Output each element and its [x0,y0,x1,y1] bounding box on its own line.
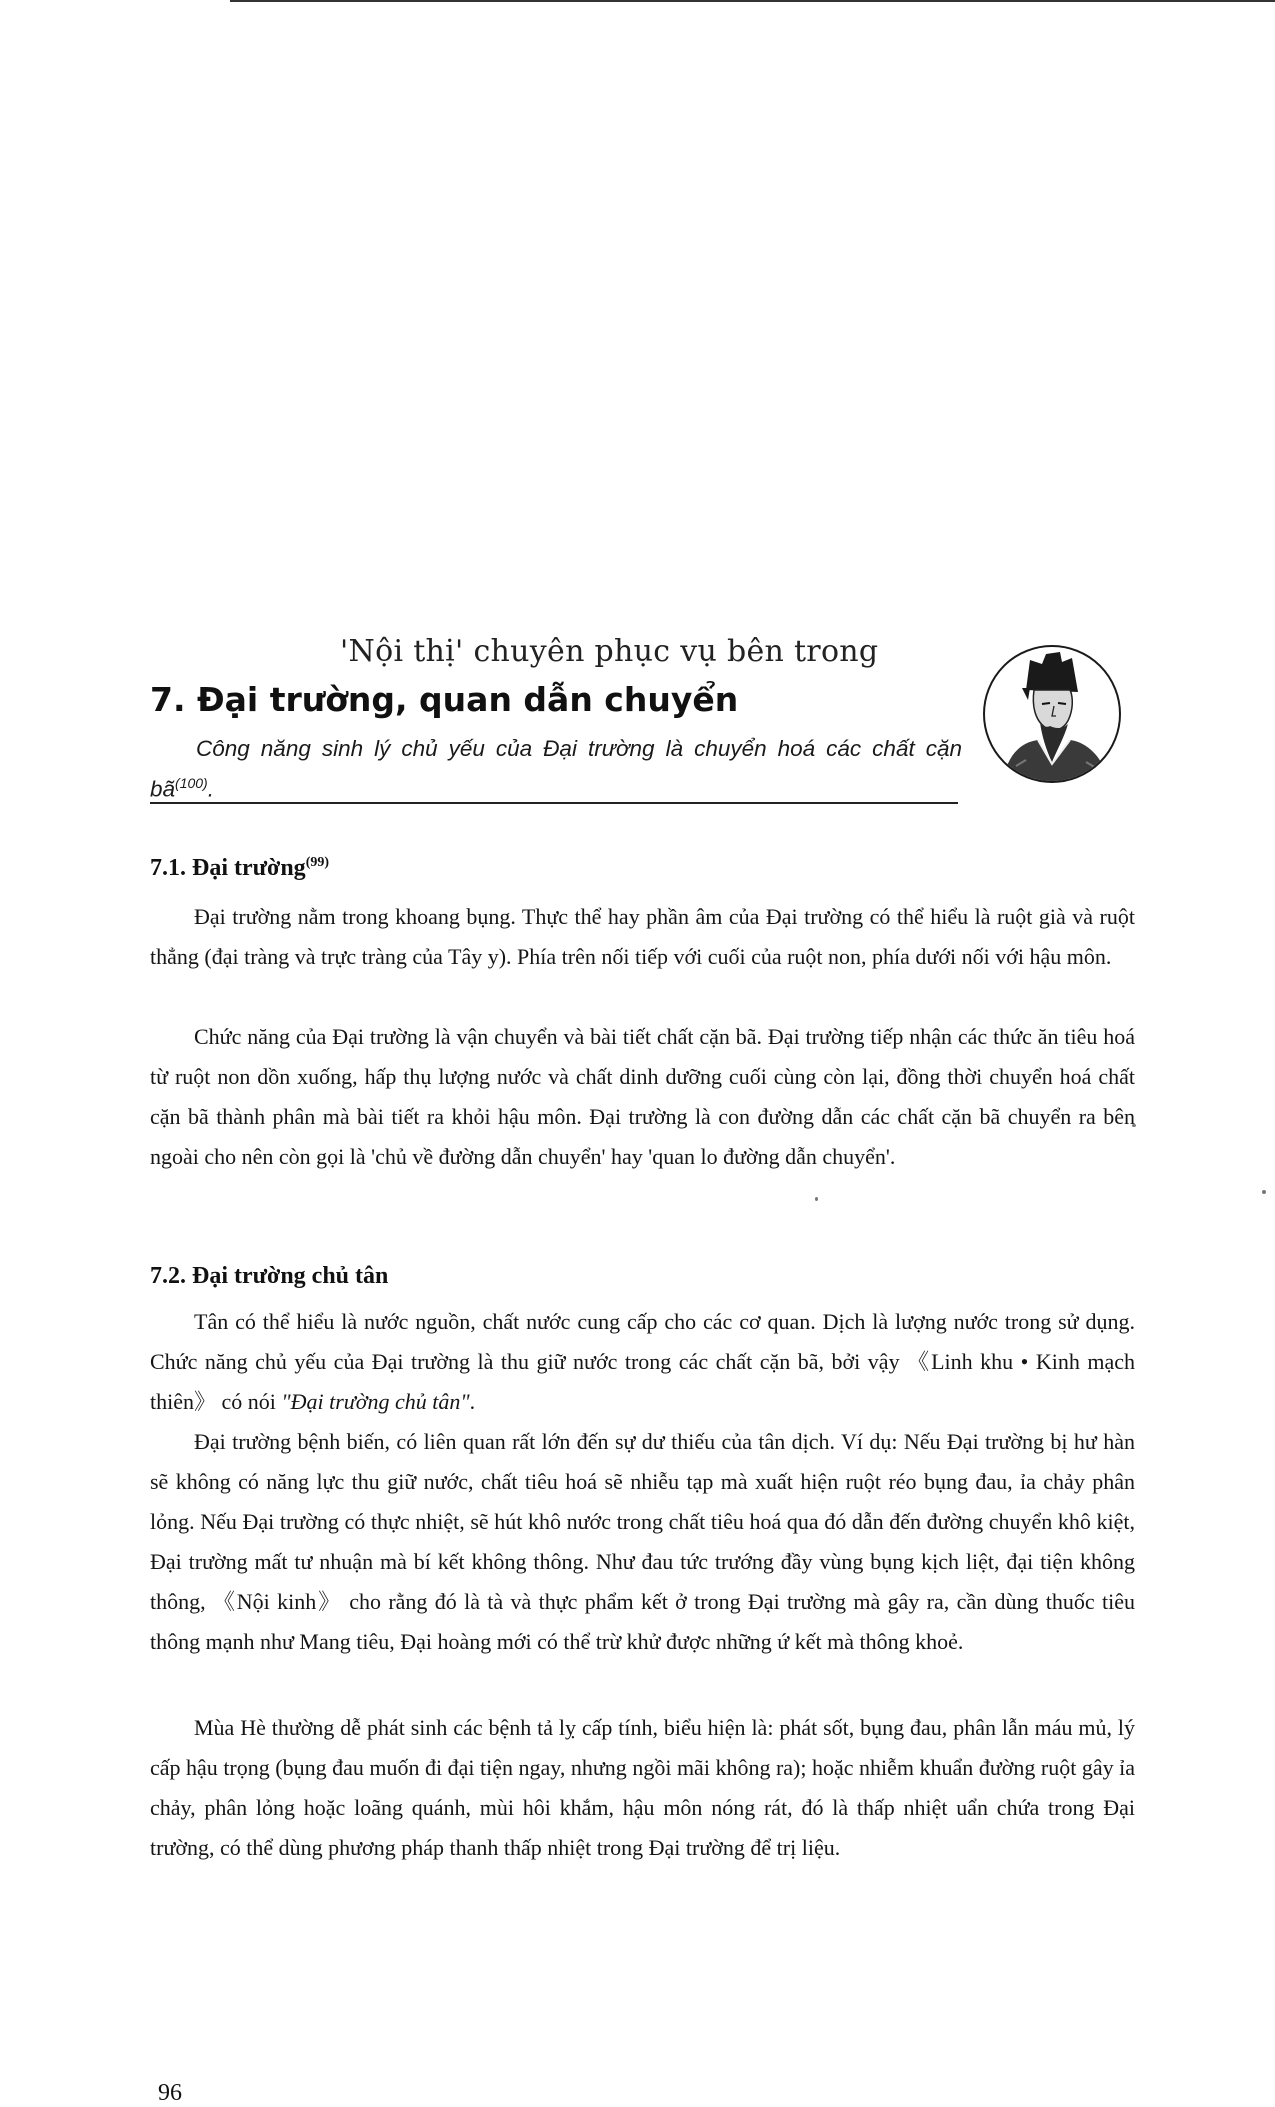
paragraph-text: Tân có thể hiểu là nước nguồn, chất nước cung cấp cho các cơ quan. Dịch là lượng nước trong sử dụng. Chức năng chủ yếu của Đại trường là thu giữ nước trong các chất cặn bã, bởi vậy 《Linh khu • Kinh mạch thiên》 có nói [150,1309,1135,1414]
paragraph: Đại trường nằm trong khoang bụng. Thực thể hay phần âm của Đại trường có thể hiểu là ruột già và ruột thẳng (đại tràng và trực tràng của Tây y). Phía trên nối tiếp với cuối của ruột non, phía dưới nối với hậu môn. [150,904,1135,969]
top-edge-rule [230,0,1275,2]
chapter-subtitle-end: . [207,776,214,802]
paragraph [150,1302,1135,1422]
court-official-portrait [982,642,1122,786]
page-number: 96 [158,2080,182,2106]
section-heading-7-2: 7.2. Đại trường chủ tân [150,1263,389,1289]
scan-speck [815,1197,818,1201]
chapter-title: 7. Đại trường, quan dẫn chuyển [150,680,739,719]
scan-speck [1262,1190,1266,1194]
section-heading-7-1 [150,855,329,882]
chapter-subtitle-text: Công năng sinh lý chủ yếu của Đại trường là chuyển hoá các chất cặn bã [150,736,962,802]
chapter-subtitle [150,732,962,807]
section-heading-text: 7.1. Đại trường [150,855,306,881]
quote-end: . [469,1389,476,1414]
paragraph: Chức năng của Đại trường là vận chuyển và bài tiết chất cặn bã. Đại trường tiếp nhận các thức ăn tiêu hoá từ ruột non dồn xuống, hấp thụ lượng nước và chất dinh dưỡng cuối cùng còn lại, đồng thời chuyển hoá chất cặn bã thành phân mà bài tiết ra khỏi hậu môn. Đại trường là con đường dẫn các chất cặn bã chuyển ra bên ngoài cho nên còn gọi là 'chủ về đường dẫn chuyển' hay 'quan lo đường dẫn chuyển'. [150,1024,1135,1169]
footnote-ref-100: (100) [175,775,208,791]
footnote-ref-99: (99) [305,855,330,870]
paragraph: Đại trường bệnh biến, có liên quan rất lớn đến sự dư thiếu của tân dịch. Ví dụ: Nếu Đại trường bị hư hàn sẽ không có năng lực thu giữ nước, chất tiêu hoá sẽ nhiễu tạp mà xuất hiện ruột réo bụng đau, ỉa chảy phân lỏng. Nếu Đại trường có thực nhiệt, sẽ hút khô nước trong chất tiêu hoá qua đó dẫn đến đường chuyển khô kiệt, Đại trường mất tư nhuận mà bí kết không thông. Như đau tức trướng đầy vùng bụng kịch liệt, đại tiện không thông, 《Nội kinh》 cho rằng đó là tà và thực phẩm kết ở trong Đại trường mà gây ra, cần dùng thuốc tiêu thông mạnh như Mang tiêu, Đại hoàng mới có thể trừ khử được những ứ kết mà thông khoẻ. [150,1429,1135,1654]
classic-quote: "Đại trường chủ tân" [281,1389,470,1414]
official-portrait-icon [982,642,1122,786]
paragraph: Mùa Hè thường dễ phát sinh các bệnh tả lỵ cấp tính, biểu hiện là: phát sốt, bụng đau, phân lẫn máu mủ, lý cấp hậu trọng (bụng đau muốn đi đại tiện ngay, nhưng ngồi mãi không ra); hoặc nhiễm khuẩn đường ruột gây ỉa chảy, phân lỏng hoặc loãng quánh, mùi hôi khắm, hậu môn nóng rát, đó là thấp nhiệt uẩn chứa trong Đại trường, có thể dùng phương pháp thanh thấp nhiệt trong Đại trường để trị liệu. [150,1715,1135,1860]
chapter-epigraph: 'Nội thị' chuyên phục vụ bên trong [340,634,879,669]
header-rule [150,802,958,804]
